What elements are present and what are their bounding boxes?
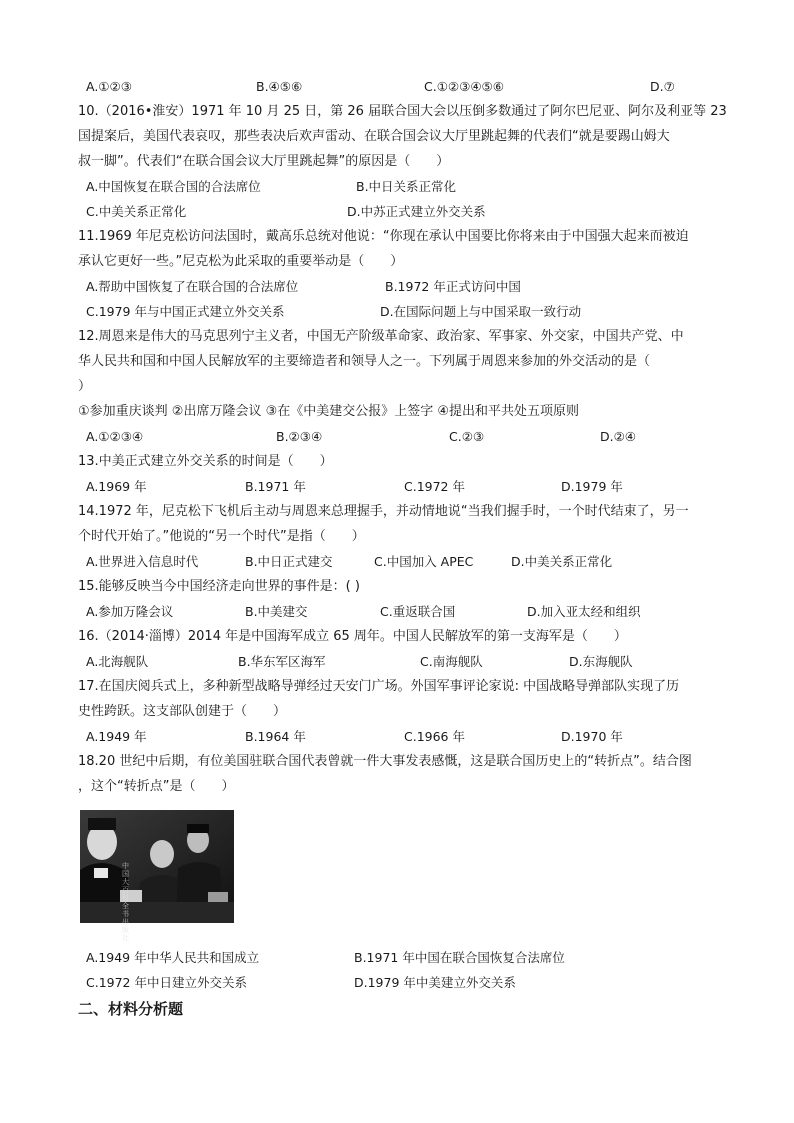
option-c: C.南海舰队 bbox=[420, 654, 483, 669]
option-d: D.1979 年中美建立外交关系 bbox=[354, 975, 516, 990]
photo-watermark: 中国大百科全书出版社 bbox=[122, 862, 129, 942]
option-a: A.中国恢复在联合国的合法席位 bbox=[86, 179, 261, 194]
option-c: C.1972 年中日建立外交关系 bbox=[86, 975, 247, 990]
question-text: 18.20 世纪中后期，有位美国驻联合国代表曾就一件大事发表感慨，这是联合国历史上的“转折点”。结合图 bbox=[78, 754, 692, 769]
question-text: 个时代开始了。”他说的“另一个时代”是指（ ） bbox=[78, 529, 365, 544]
option-c: C.1972 年 bbox=[404, 479, 465, 494]
question-text: 14.1972 年，尼克松下飞机后主动与周恩来总理握手，并动情地说“当我们握手时，一个时代结束了，另一 bbox=[78, 504, 689, 519]
option-a: A.1949 年 bbox=[86, 729, 147, 744]
question-items: ①参加重庆谈判 ②出席万隆会议 ③在《中美建交公报》上签字 ④提出和平共处五项原则 bbox=[78, 404, 580, 419]
option-b: B.1971 年 bbox=[245, 479, 306, 494]
option-c: C.重返联合国 bbox=[380, 604, 456, 619]
section-heading: 二、材料分析题 bbox=[78, 1000, 184, 1018]
option-a: A.参加万隆会议 bbox=[86, 604, 174, 619]
option-a: A.1949 年中华人民共和国成立 bbox=[86, 950, 260, 965]
option-d: D.东海舰队 bbox=[569, 654, 633, 669]
question-text: 13.中美正式建立外交关系的时间是（ ） bbox=[78, 454, 333, 469]
option-a: A.世界进入信息时代 bbox=[86, 554, 199, 569]
option-c: C.②③ bbox=[449, 429, 485, 444]
option-d: D.中美关系正常化 bbox=[511, 554, 613, 569]
option-b: B.1964 年 bbox=[245, 729, 306, 744]
question-text: 12.周恩来是伟大的马克思列宁主义者，中国无产阶级革命家、政治家、军事家、外交家，中国共产党、中 bbox=[78, 329, 684, 344]
option-a: A.北海舰队 bbox=[86, 654, 149, 669]
option-d: D.加入亚太经和组织 bbox=[527, 604, 641, 619]
option-d: D.⑦ bbox=[650, 79, 675, 94]
option-b: B.华东军区海军 bbox=[238, 654, 326, 669]
photo-illustration bbox=[80, 810, 234, 923]
option-c: C.中美关系正常化 bbox=[86, 204, 187, 219]
option-d: D.中苏正式建立外交关系 bbox=[347, 204, 486, 219]
option-a: A.1969 年 bbox=[86, 479, 147, 494]
question-text: 史性跨跃。这支部队创建于（ ） bbox=[78, 704, 287, 719]
option-c: C.1979 年与中国正式建立外交关系 bbox=[86, 304, 285, 319]
question-text: 11.1969 年尼克松访问法国时，戴高乐总统对他说：“你现在承认中国要比你将来由于中国强大起来而被迫 bbox=[78, 229, 689, 244]
option-a: A.①②③ bbox=[86, 79, 132, 94]
option-c: C.1966 年 bbox=[404, 729, 465, 744]
option-a: A.帮助中国恢复了在联合国的合法席位 bbox=[86, 279, 299, 294]
question-text: ） bbox=[78, 379, 92, 394]
option-b: B.中美建交 bbox=[245, 604, 308, 619]
question-text: 叔一脚”。代表们“在联合国会议大厅里跳起舞”的原因是（ ） bbox=[78, 154, 450, 169]
option-b: B.1972 年正式访问中国 bbox=[385, 279, 521, 294]
question-text: 承认它更好一些。”尼克松为此采取的重要举动是（ ） bbox=[78, 254, 404, 269]
question-text: 15.能够反映当今中国经济走向世界的事件是：( ) bbox=[78, 579, 360, 594]
option-d: D.1979 年 bbox=[561, 479, 623, 494]
option-d: D.②④ bbox=[600, 429, 637, 444]
option-d: D.在国际问题上与中国采取一致行动 bbox=[380, 304, 582, 319]
option-b: B.中日关系正常化 bbox=[356, 179, 457, 194]
option-c: C.①②③④⑤⑥ bbox=[424, 79, 504, 94]
option-b: B.中日正式建交 bbox=[245, 554, 333, 569]
option-b: B.1971 年中国在联合国恢复合法席位 bbox=[354, 950, 565, 965]
question-text: ，这个“转折点”是（ ） bbox=[78, 779, 235, 794]
option-c: C.中国加入 APEC bbox=[374, 554, 474, 569]
option-d: D.1970 年 bbox=[561, 729, 623, 744]
option-b: B.②③④ bbox=[276, 429, 323, 444]
question-text: 17.在国庆阅兵式上，多种新型战略导弹经过天安门广场。外国军事评论家说: 中国战略导弹部队实现了历 bbox=[78, 679, 680, 694]
option-a: A.①②③④ bbox=[86, 429, 144, 444]
option-b: B.④⑤⑥ bbox=[256, 79, 303, 94]
historical-photo bbox=[80, 810, 234, 942]
question-text: 10.（2016•淮安）1971 年 10 月 25 日，第 26 届联合国大会以压倒多数通过了阿尔巴尼亚、阿尔及利亚等 23 bbox=[78, 104, 727, 119]
question-text: 华人民共和国和中国人民解放军的主要缔造者和领导人之一。下列属于周恩来参加的外交活动的是（ bbox=[78, 354, 651, 369]
question-text: 国提案后，美国代表哀叹，那些表决后欢声雷动、在联合国会议大厅里跳起舞的代表们“就是要踢山姆大 bbox=[78, 129, 670, 144]
question-text: 16.（2014·淄博）2014 年是中国海军成立 65 周年。中国人民解放军的第一支海军是（ ） bbox=[78, 629, 627, 644]
